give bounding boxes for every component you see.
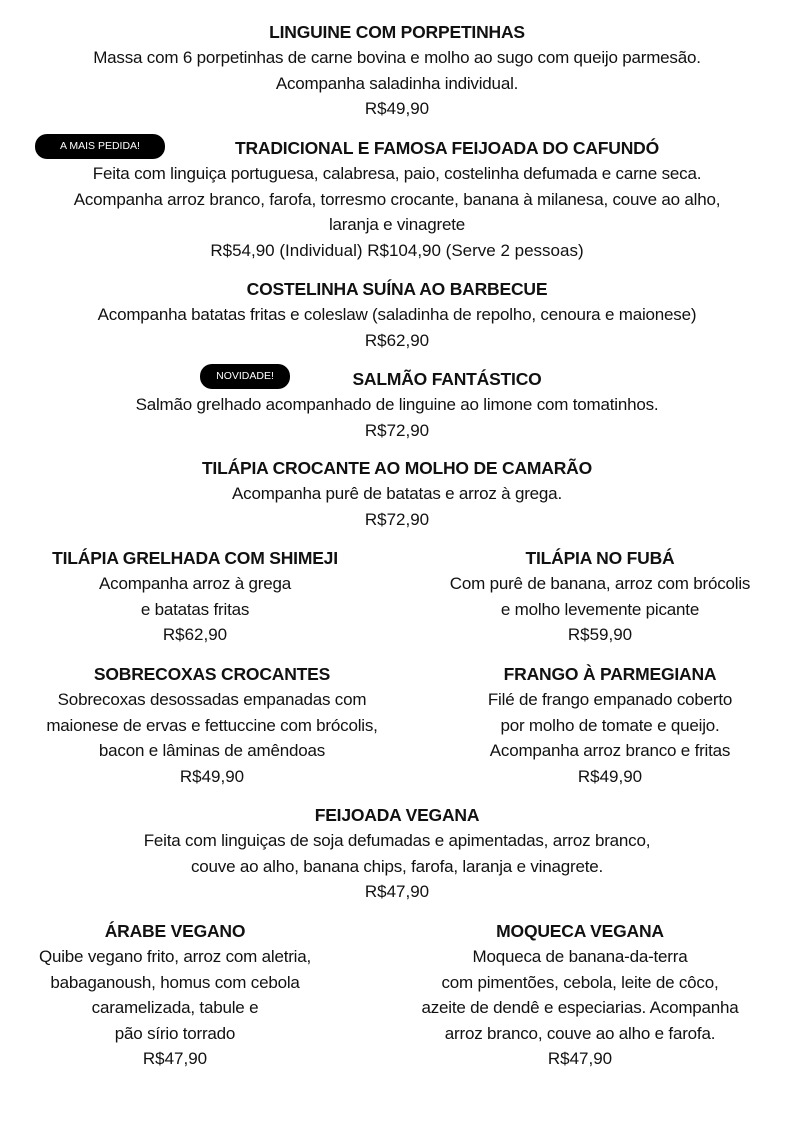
item-price: R$72,90 xyxy=(364,420,430,440)
item-description: laranja e vinagrete xyxy=(328,215,466,234)
menu-item-feijoada-cafundo xyxy=(0,136,794,263)
item-description: couve ao alho, banana chips, farofa, laranja e vinagrete. xyxy=(191,856,603,876)
item-title: FEIJOADA VEGANA xyxy=(314,805,480,825)
item-description: e molho levemente picante xyxy=(500,599,700,619)
item-description: babaganoush, homus com cebola xyxy=(50,972,300,992)
item-description: maionese de ervas e fettuccine com brócolis, xyxy=(46,715,378,735)
item-description: Acompanha batatas fritas e coleslaw (saladinha de repolho, cenoura e maionese) xyxy=(97,305,697,324)
item-description: Moqueca de banana-da-terra xyxy=(472,947,688,966)
item-description: Feita com linguiças de soja defumadas e apimentadas, arroz branco, xyxy=(143,831,651,850)
item-description: pão sírio torrado xyxy=(114,1023,236,1043)
item-price: R$62,90 xyxy=(162,625,228,644)
menu-item-sobrecoxas xyxy=(2,662,422,789)
item-description: azeite de dendê e especiarias. Acompanha xyxy=(421,998,739,1017)
item-price: R$54,90 (Individual) R$104,90 (Serve 2 pessoas) xyxy=(210,240,584,260)
item-description: Massa com 6 porpetinhas de carne bovina e molho ao sugo com queijo parmesão. xyxy=(93,48,701,67)
item-title: COSTELINHA SUÍNA AO BARBECUE xyxy=(246,279,548,299)
item-description: Acompanha arroz branco, farofa, torresmo crocante, banana à milanesa, couve ao alho, xyxy=(73,189,721,209)
item-price: R$59,90 xyxy=(567,625,633,644)
item-title: FRANGO À PARMEGIANA xyxy=(503,664,717,684)
item-price: R$72,90 xyxy=(364,509,430,529)
item-price: R$49,90 xyxy=(179,766,245,786)
menu-item-salmao xyxy=(0,367,794,443)
item-description: bacon e lâminas de amêndoas xyxy=(98,741,326,760)
new-item-badge: NOVIDADE! xyxy=(200,364,290,389)
menu-item-tilapia-crocante xyxy=(0,456,794,532)
item-price: R$49,90 xyxy=(577,766,643,786)
item-title: TILÁPIA GRELHADA COM SHIMEJI xyxy=(52,548,338,568)
item-title: TRADICIONAL E FAMOSA FEIJOADA DO CAFUNDÓ xyxy=(235,138,659,158)
menu-item-costelinha xyxy=(0,277,794,353)
item-description: Acompanha purê de batatas e arroz à grega. xyxy=(232,484,562,503)
item-description: com pimentões, cebola, leite de côco, xyxy=(441,972,719,992)
item-description: Acompanha arroz à grega xyxy=(99,574,291,593)
menu-item-arabe-vegano xyxy=(0,919,385,1072)
item-price: R$47,90 xyxy=(547,1049,613,1068)
item-price: R$62,90 xyxy=(364,330,430,350)
item-description: Filé de frango empanado coberto xyxy=(487,690,733,709)
item-description: Acompanha saladinha individual. xyxy=(275,73,519,93)
item-description: Quibe vegano frito, arroz com aletria, xyxy=(38,947,312,966)
item-title: TILÁPIA NO FUBÁ xyxy=(525,548,675,568)
menu-item-moqueca-vegana xyxy=(370,919,790,1072)
item-description: arroz branco, couve ao alho e farofa. xyxy=(444,1023,716,1043)
item-title: SOBRECOXAS CROCANTES xyxy=(93,664,331,684)
item-title: LINGUINE COM PORPETINHAS xyxy=(269,22,525,42)
item-title: MOQUECA VEGANA xyxy=(496,921,664,941)
menu-item-frango-parmegiana xyxy=(405,662,794,789)
item-description: por molho de tomate e queijo. xyxy=(500,715,720,735)
item-description: Salmão grelhado acompanhado de linguine ao limone com tomatinhos. xyxy=(135,395,659,414)
item-description: caramelizada, tabule e xyxy=(91,998,259,1017)
item-description: Sobrecoxas desossadas empanadas com xyxy=(57,690,367,709)
menu-item-feijoada-vegana xyxy=(0,803,794,905)
item-title: SALMÃO FANTÁSTICO xyxy=(352,369,542,389)
item-price: R$47,90 xyxy=(142,1049,208,1068)
menu-item-tilapia-grelhada xyxy=(0,546,405,648)
item-description: e batatas fritas xyxy=(140,599,250,619)
item-description: Feita com linguiça portuguesa, calabresa, paio, costelinha defumada e carne seca. xyxy=(92,164,702,183)
item-price: R$47,90 xyxy=(364,882,430,901)
best-seller-badge: A MAIS PEDIDA! xyxy=(35,134,165,159)
item-title: ÁRABE VEGANO xyxy=(104,921,246,941)
item-title: TILÁPIA CROCANTE AO MOLHO DE CAMARÃO xyxy=(201,458,593,478)
menu-item-tilapia-fuba xyxy=(390,546,794,648)
menu-item-linguine xyxy=(0,20,794,122)
item-description: Com purê de banana, arroz com brócolis xyxy=(449,574,751,593)
item-description: Acompanha arroz branco e fritas xyxy=(489,741,731,760)
item-price: R$49,90 xyxy=(364,99,430,118)
